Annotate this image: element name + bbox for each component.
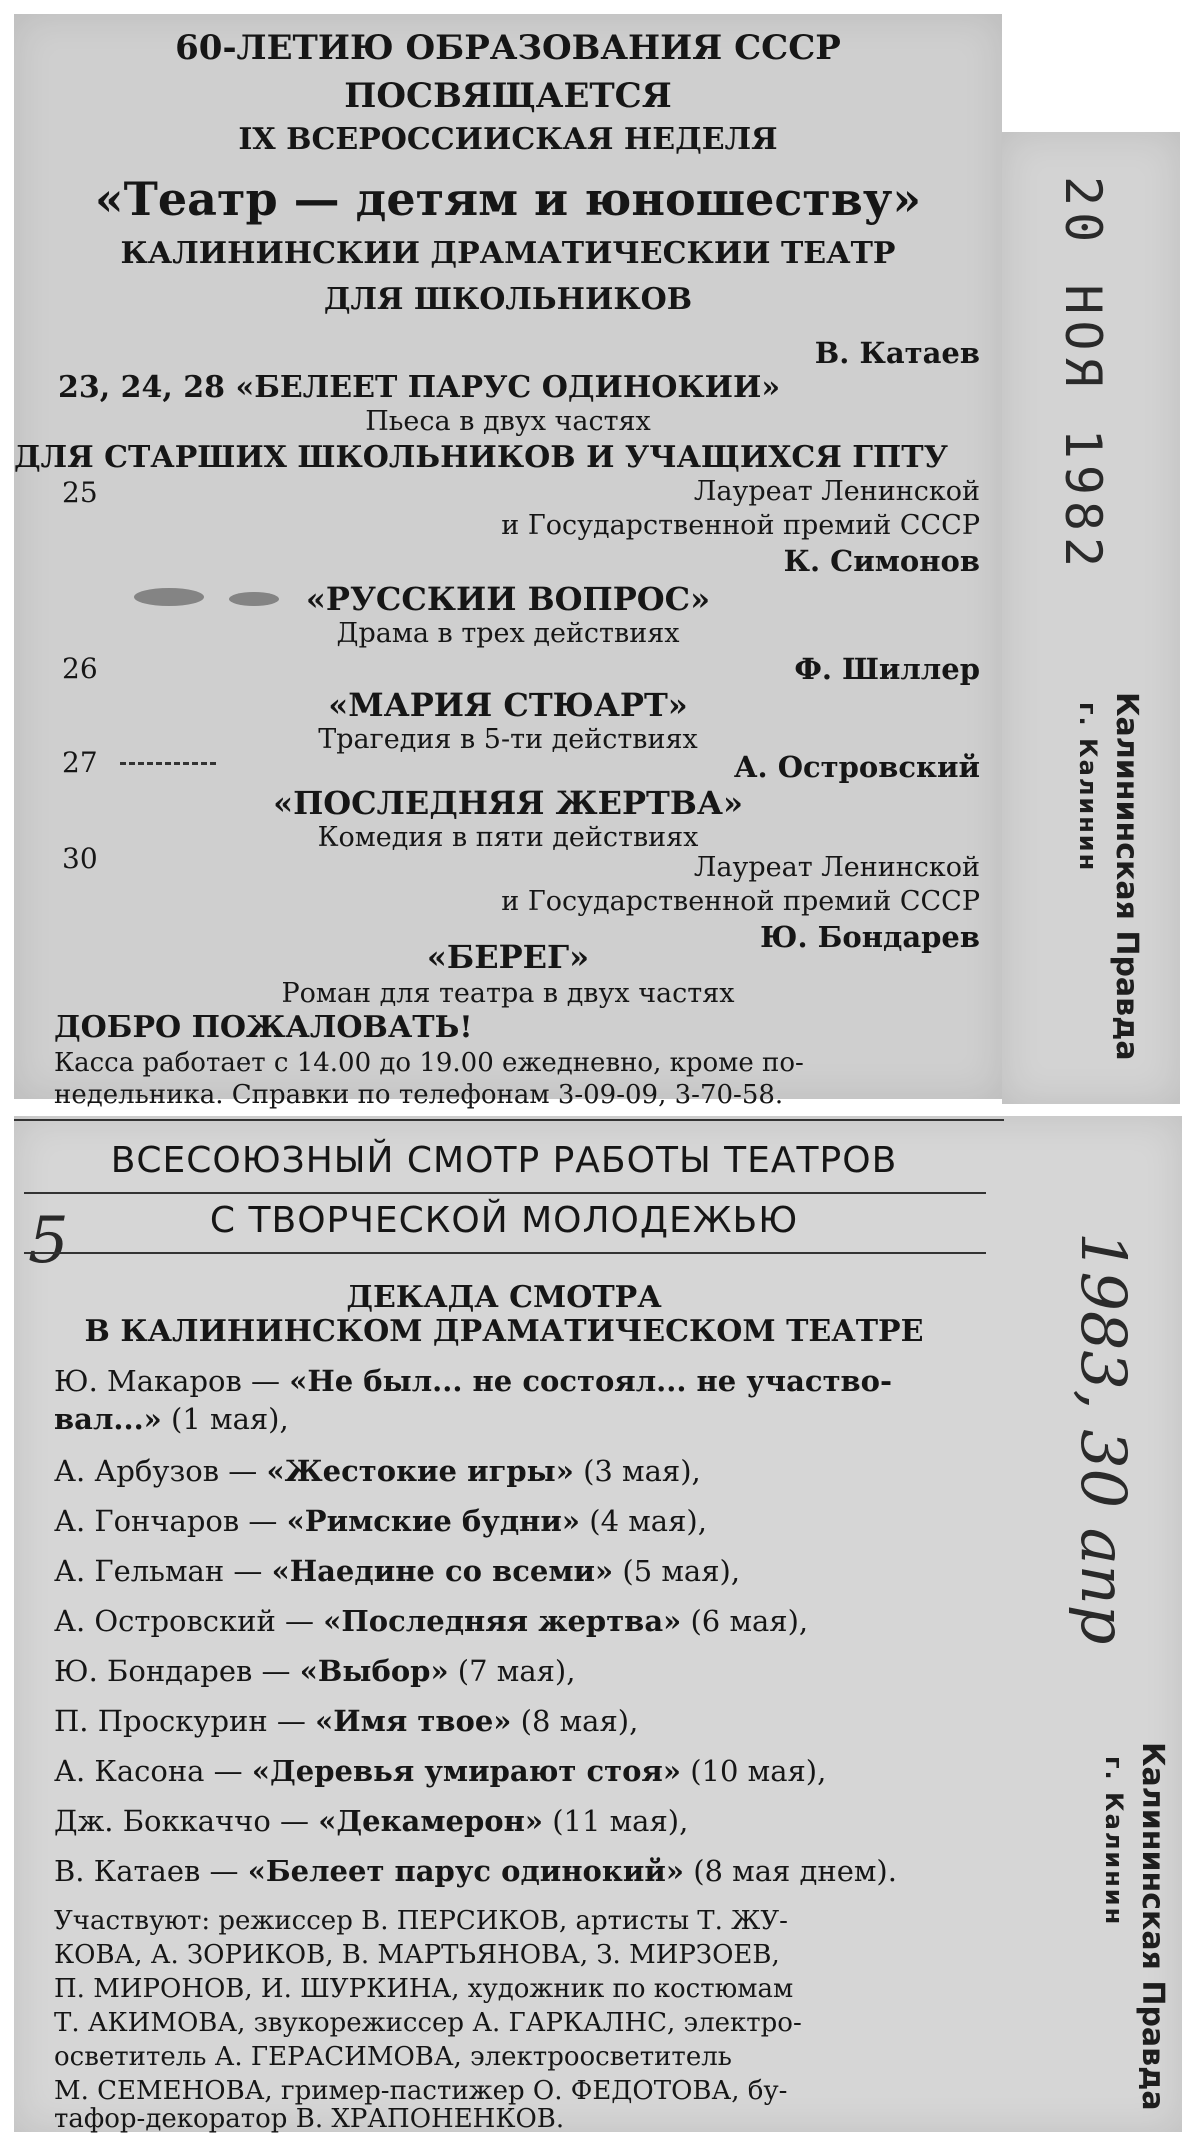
program-author: А. Островский — [54, 1604, 315, 1638]
program-title: «Имя твое» [315, 1704, 512, 1738]
program-author: В. Катаев — [54, 1854, 239, 1888]
play2-title: «РУССКИИ ВОПРОС» [305, 580, 711, 618]
play5-note: Роман для театра в двух частях [281, 978, 735, 1009]
play5-author: Ю. Бондарев [760, 920, 980, 954]
header-line-3: IX ВСЕРОССИИСКАЯ НЕДЕЛЯ [238, 122, 778, 157]
play3-date: 26 [62, 652, 98, 685]
program-row [54, 1402, 289, 1436]
play4-note: Комедия в пяти действиях [317, 822, 699, 853]
program-row [54, 1504, 707, 1538]
banner-line-1: ВСЕСОЮЗНЫЙ СМОТР РАБОТЫ ТЕАТРОВ [110, 1140, 898, 1181]
program-author: Ю. Макаров — [54, 1364, 281, 1398]
newspaper-city: г. Калинин [1074, 702, 1102, 873]
play5-award-1: Лауреат Ленинской [693, 852, 980, 883]
play2-date: 25 [62, 476, 98, 509]
program-date: (5 мая), [622, 1554, 741, 1588]
top-rule [14, 1119, 1004, 1121]
play5-title: «БЕРЕГ» [426, 938, 590, 976]
handwritten-number: 5 [28, 1204, 69, 1278]
program-date: (4 мая), [589, 1504, 707, 1538]
banner-rule-1 [24, 1192, 986, 1194]
subtitle-line-2: В КАЛИНИНСКОМ ДРАМАТИЧЕСКОМ ТЕАТРЕ [84, 1314, 924, 1349]
clipping-1-side-tab [1002, 132, 1180, 1104]
play2-award-2: и Государственной премий СССР [501, 510, 980, 541]
program-author: Ю. Бондарев — [54, 1654, 291, 1688]
subtitle-line-1: ДЕКАДА СМОТРА [346, 1280, 662, 1315]
credits-line: осветитель А. ГЕРАСИМОВА, электроосветитель [54, 2042, 732, 2072]
program-title: «Не был... не состоял... не участво- [289, 1364, 893, 1398]
play4-date: 27 [62, 746, 98, 779]
program-author: А. Гельман — [54, 1554, 263, 1588]
play1-author: В. Катаев [814, 336, 980, 370]
program-date: (8 мая днем). [693, 1854, 897, 1888]
play1-note: Пьеса в двух частях [365, 406, 651, 437]
banner-rule-2 [24, 1252, 986, 1254]
program-title: «Белеет парус одинокий» [247, 1854, 684, 1888]
program-author: Дж. Боккаччо — [54, 1804, 310, 1838]
program-row [54, 1854, 897, 1888]
play2-note: Драма в трех действиях [336, 618, 680, 649]
play3-author: Ф. Шиллер [794, 652, 980, 686]
dash-rule [120, 762, 216, 765]
program-date: (10 мая), [690, 1754, 827, 1788]
theatre-audience: ДЛЯ ШКОЛЬНИКОВ [323, 282, 693, 317]
play4-author: А. Островский [733, 750, 980, 784]
program-title: «Декамерон» [318, 1804, 543, 1838]
play3-note: Трагедия в 5-ти действиях [318, 724, 698, 755]
program-row [54, 1704, 638, 1738]
date-stamp: 20 НОЯ 1982 [1054, 176, 1112, 574]
program-row [54, 1454, 701, 1488]
program-row [54, 1804, 688, 1838]
box-office-line-1: Касса работает с 14.00 до 19.00 ежедневно, кроме по- [54, 1048, 804, 1078]
program-author: А. Гончаров — [54, 1504, 278, 1538]
program-row [54, 1754, 826, 1788]
program-title: «Выбор» [299, 1654, 449, 1688]
play5-date: 30 [62, 842, 98, 875]
program-row [54, 1554, 740, 1588]
play1-title: «БЕЛЕЕТ ПАРУС ОДИНОКИИ» [235, 370, 781, 405]
program-title: «Деревья умирают стоя» [251, 1754, 681, 1788]
play1-dates: 23, 24, 28 [58, 370, 226, 405]
clipping-1 [14, 14, 1002, 1110]
play1-line [58, 370, 780, 405]
program-author: П. Проскурин — [54, 1704, 306, 1738]
handwritten-date: 1983, 30 апр [1067, 1232, 1140, 1645]
newspaper-name: Калининская Правда [1135, 1742, 1170, 2111]
welcome-line: ДОБРО ПОЖАЛОВАТЬ! [54, 1010, 473, 1045]
play2-author: К. Симонов [783, 544, 980, 578]
newspaper-name: Калининская Правда [1109, 692, 1144, 1061]
program-title: «Наедине со всеми» [271, 1554, 614, 1588]
program-row [54, 1654, 575, 1688]
audience-line: ДЛЯ СТАРШИХ ШКОЛЬНИКОВ И УЧАЩИХСЯ ГПТУ [14, 440, 948, 475]
program-date: (8 мая), [520, 1704, 639, 1738]
program-date: (11 мая), [552, 1804, 689, 1838]
program-date: (7 мая), [457, 1654, 576, 1688]
clipping-2 [14, 1116, 1182, 2132]
program-title: «Римские будни» [286, 1504, 581, 1538]
play3-title: «МАРИЯ СТЮАРТ» [328, 686, 688, 724]
play5-award-2: и Государственной премий СССР [501, 886, 980, 917]
program-row [54, 1604, 808, 1638]
theatre-name: КАЛИНИНСКИИ ДРАМАТИЧЕСКИИ ТЕАТР [120, 236, 896, 271]
banner-line-2: С ТВОРЧЕСКОЙ МОЛОДЕЖЬЮ [209, 1200, 799, 1241]
program-title: «Последняя жертва» [323, 1604, 682, 1638]
credits-line: тафор-декоратор В. ХРАПОНЕНКОВ. [54, 2104, 565, 2134]
play2-award-1: Лауреат Ленинской [693, 476, 980, 507]
program-author: А. Арбузов — [54, 1454, 258, 1488]
credits-line: Т. АКИМОВА, звукорежиссер А. ГАРКАЛНС, электро- [54, 2008, 802, 2038]
program-date: (1 мая), [171, 1402, 289, 1436]
newspaper-city: г. Калинин [1100, 1756, 1128, 1927]
box-office-line-2: недельника. Справки по телефонам 3-09-09, 3-70-58. [54, 1080, 784, 1110]
program-date: (3 мая), [583, 1454, 701, 1488]
program-date: (6 мая), [690, 1604, 809, 1638]
festival-title: «Театр — детям и юношеству» [94, 172, 922, 226]
program-author: А. Касона — [54, 1754, 243, 1788]
program-row [54, 1364, 892, 1398]
credits-line: Участвуют: режиссер В. ПЕРСИКОВ, артисты Т. ЖУ- [54, 1906, 788, 1936]
header-line-2: ПОСВЯЩАЕТСЯ [344, 76, 672, 116]
play4-title: «ПОСЛЕДНЯЯ ЖЕРТВА» [273, 784, 743, 822]
header-line-1: 60-ЛЕТИЮ ОБРАЗОВАНИЯ СССР [175, 28, 841, 68]
program-title: вал...» [54, 1402, 162, 1436]
credits-line: М. СЕМЕНОВА, гример-пастижер О. ФЕДОТОВА, бу- [54, 2076, 788, 2106]
credits-line: П. МИРОНОВ, И. ШУРКИНА, художник по костюмам [54, 1974, 794, 2004]
credits-line: КОВА, А. ЗОРИКОВ, В. МАРТЬЯНОВА, З. МИРЗОЕВ, [54, 1940, 780, 1970]
program-title: «Жестокие игры» [266, 1454, 574, 1488]
